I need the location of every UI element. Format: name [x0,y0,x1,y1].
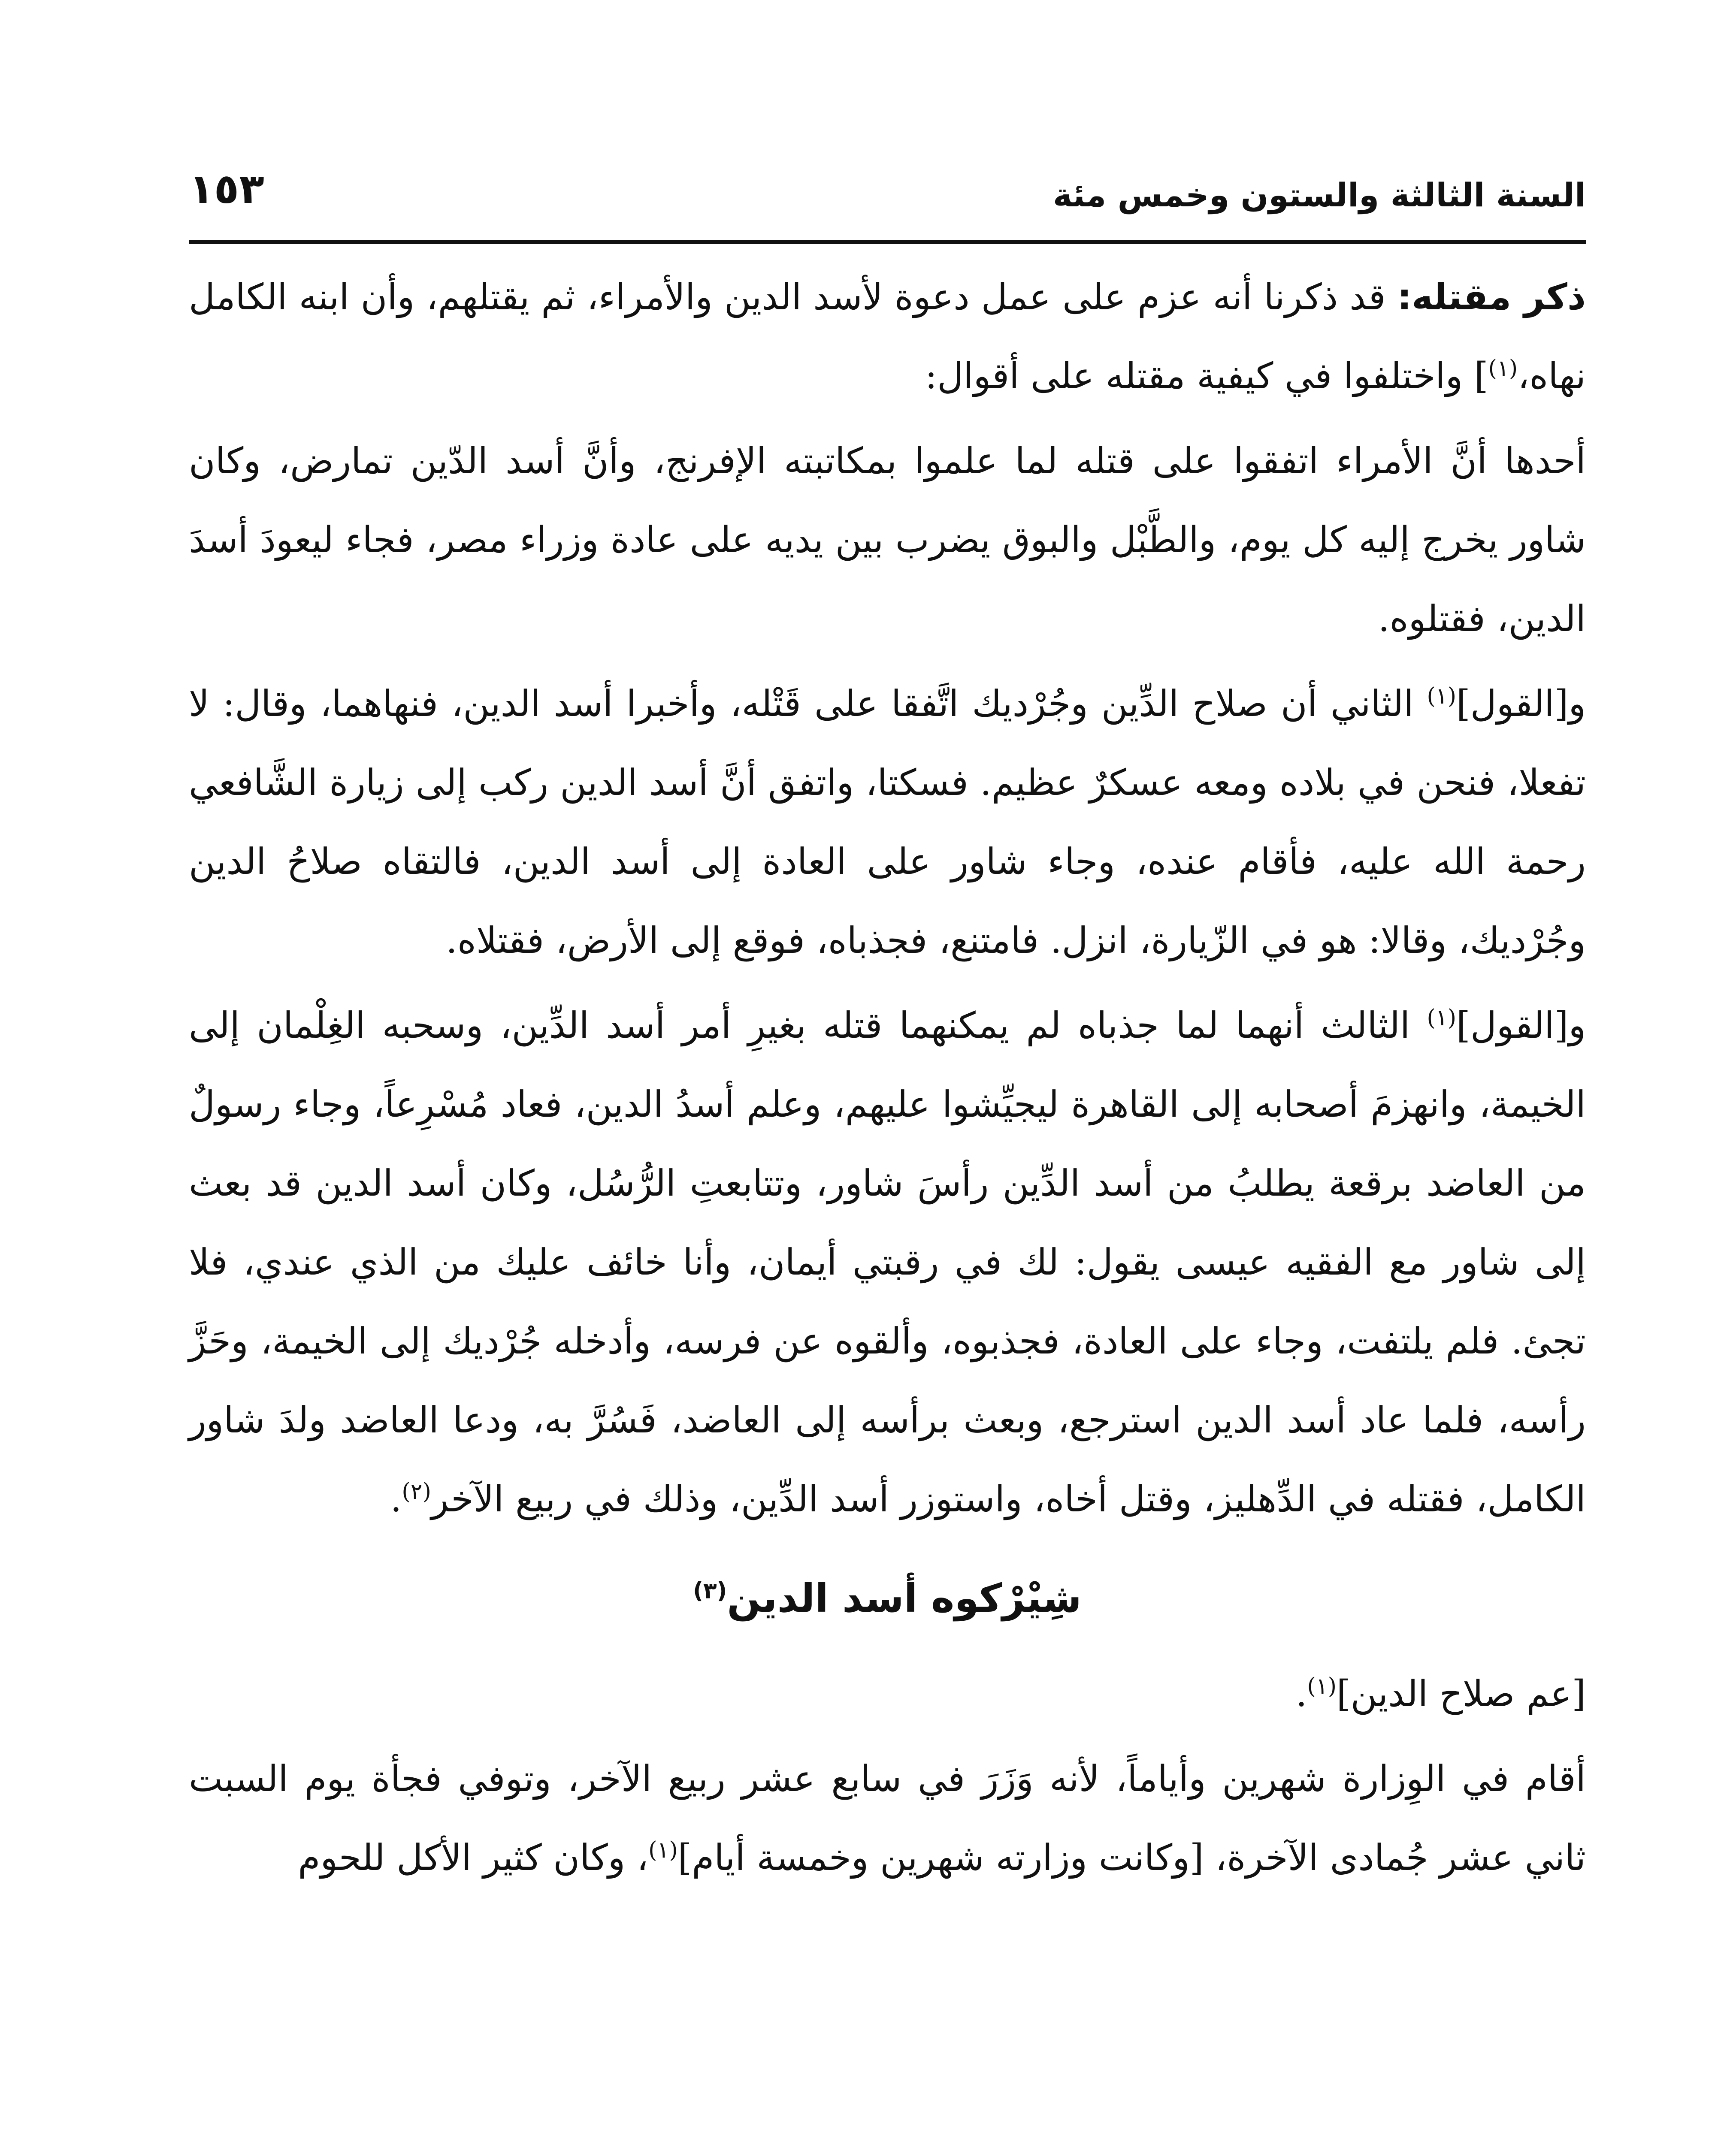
paragraph-text: [عم صلاح الدين] [1337,1673,1586,1715]
footnote-ref: (٢) [402,1479,431,1505]
footnote-ref: (١) [648,1837,678,1863]
paragraph-prefix: و[القول] [1456,683,1586,725]
paragraph-second-opinion [189,664,1586,980]
footnote-ref: (١) [1427,1005,1457,1031]
header-rule [189,240,1586,244]
footnote-ref: (١) [1427,683,1457,709]
paragraph-text: قد ذكرنا أنه عزم على عمل دعوة لأسد الدين والأمراء، ثم يقتلهم، وأن ابنه الكامل نهاه، [189,276,1586,397]
page-header [189,154,1586,240]
paragraph-text-tail: ] واختلفوا في كيفية مقتله على أقوال: [925,355,1488,397]
section-lead: ذكر مقتله: [1397,276,1586,318]
footnote-ref: (١) [1488,356,1518,381]
paragraph-text-tail: ، وكان كثير الأكل للحوم [298,1837,649,1879]
paragraph-text-tail: . [390,1478,402,1520]
page-number: ١٥٣ [189,165,264,213]
heading-text: شِيْرْكوه أسد الدين [727,1575,1082,1621]
paragraph-text: أقام في الوِزارة شهرين وأياماً، لأنه وَزَرَ في سابع عشر ربيع الآخر، وتوفي فجأة يوم السبت ثاني عشر جُمادى الآخرة، [وكانت وزارته شهرين وخمسة أيام] [189,1758,1586,1879]
paragraph-text: الثاني أن صلاح الدِّين وجُرْديك اتَّفقا على قَتْله، وأخبرا أسد الدين، فنهاهما، وقال: لا تفعلا، فنحن في بلاده ومعه عسكرٌ عظيم. فسكتا، واتفق أنَّ أسد الدين ركب إلى زيارة الشَّافعي رحمة الله عليه، فأقام عنده، وجاء شاور على العادة إلى أسد الدين، فالتقاه صلاحُ الدين وجُرْديك، وقالا: هو في الزّيارة، انزل. فامتنع، فجذباه، فوقع إلى الأرض، فقتلاه. [189,683,1586,961]
paragraph-text: الثالث أنهما لما جذباه لم يمكنهما قتله بغيرِ أمر أسد الدِّين، وسحبه الغِلْمان إلى الخيمة، وانهزمَ أصحابه إلى القاهرة ليجيِّشوا عليهم، وعلم أسدُ الدين، فعاد مُسْرِعاً، وجاء رسولٌ من العاضد برقعة يطلبُ من أسد الدِّين رأسَ شاور، وتتابعتِ الرُّسُل، وكان أسد الدين قد بعث إلى شاور مع الفقيه عيسى يقول: لك في رقبتي أيمان، وأنا خائف عليك من الذي عندي، فلا تجئ. فلم يلتفت، وجاء على العادة، فجذبوه، وألقوه عن فرسه، وأدخله جُرْديك إلى الخيمة، وحَزَّ رأسه، فلما عاد أسد الدين استرجع، وبعث برأسه إلى العاضد، فَسُرَّ به، ودعا العاضد ولدَ شاور الكامل، فقتله في الدِّهليز، وقتل أخاه، واستوزر أسد الدِّين، وذلك في ربيع الآخر [189,1004,1586,1520]
paragraph-death-account [189,257,1586,415]
paragraph-text-tail: . [1295,1673,1307,1715]
paragraph-relation [189,1654,1586,1733]
footnote-ref: (٣) [693,1578,727,1604]
running-title: السنة الثالثة والستون وخمس مئة [1053,176,1586,214]
paragraph-third-opinion [189,986,1586,1538]
paragraph-first-opinion: أحدها أنَّ الأمراء اتفقوا على قتله لما علموا بمكاتبته الإفرنج، وأنَّ أسد الدّين تمارض، وكان شاور يخرج إليه كل يوم، والطَّبْل والبوق يضرب بين يديه على عادة وزراء مصر، فجاء ليعودَ أسدَ الدين، فقتلوه. [189,440,1586,640]
section-heading [189,1564,1586,1633]
footnote-ref: (١) [1307,1674,1337,1699]
main-text [189,257,1586,1897]
paragraph-prefix: و[القول] [1456,1004,1586,1046]
paragraph-vizierate [189,1739,1586,1897]
